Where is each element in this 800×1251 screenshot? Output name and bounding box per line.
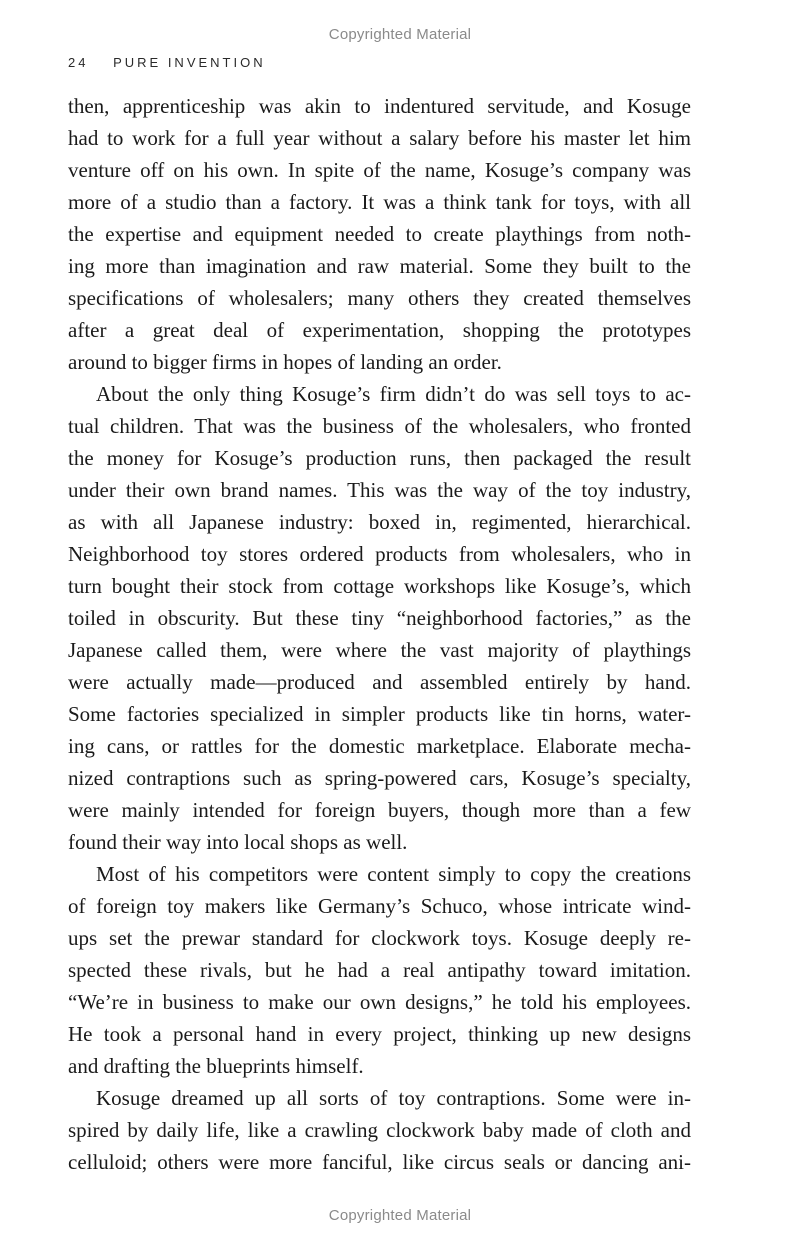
text-line: as with all Japanese industry: boxed in, regimented, hierarchical.: [68, 510, 691, 534]
text-line: turn bought their stock from cottage workshops like Kosuge’s, which: [68, 574, 691, 598]
text-line: then, apprenticeship was akin to indentured servitude, and Kosuge: [68, 94, 691, 118]
text-line: specifications of wholesalers; many others they created themselves: [68, 286, 691, 310]
text-line: celluloid; others were more fanciful, like circus seals or dancing ani-: [68, 1150, 691, 1174]
text-line: had to work for a full year without a salary before his master let him: [68, 126, 691, 150]
page-number: 24: [68, 55, 89, 70]
text-line: were actually made—produced and assembled entirely by hand.: [68, 670, 691, 694]
text-line: the expertise and equipment needed to create playthings from noth-: [68, 222, 691, 246]
text-line: Kosuge dreamed up all sorts of toy contraptions. Some were in-: [96, 1086, 691, 1110]
copyright-watermark-top: Copyrighted Material: [328, 26, 472, 43]
body-text: [68, 90, 691, 1178]
text-line: the money for Kosuge’s production runs, then packaged the result: [68, 446, 691, 470]
text-line: spired by daily life, like a crawling clockwork baby made of cloth and: [68, 1118, 691, 1142]
text-line: Some factories specialized in simpler products like tin horns, water-: [68, 702, 691, 726]
text-line: About the only thing Kosuge’s firm didn’t do was sell toys to ac-: [96, 382, 691, 406]
text-line: He took a personal hand in every project, thinking up new designs: [68, 1022, 691, 1046]
book-title: PURE INVENTION: [113, 55, 266, 70]
text-line: ing more than imagination and raw material. Some they built to the: [68, 254, 691, 278]
copyright-watermark-bottom: Copyrighted Material: [328, 1207, 472, 1224]
text-line: around to bigger firms in hopes of landing an order.: [68, 350, 502, 374]
text-line: found their way into local shops as well.: [68, 830, 408, 854]
running-head: [68, 55, 266, 70]
paragraph: [68, 858, 691, 1082]
text-line: more of a studio than a factory. It was a think tank for toys, with all: [68, 190, 691, 214]
text-line: nized contraptions such as spring-powered cars, Kosuge’s specialty,: [68, 766, 691, 790]
text-line: venture off on his own. In spite of the name, Kosuge’s company was: [68, 158, 691, 182]
text-line: spected these rivals, but he had a real antipathy toward imitation.: [68, 958, 691, 982]
text-line: tual children. That was the business of the wholesalers, who fronted: [68, 414, 691, 438]
text-line: were mainly intended for foreign buyers, though more than a few: [68, 798, 691, 822]
text-line: “We’re in business to make our own designs,” he told his employees.: [68, 990, 691, 1014]
text-line: Japanese called them, were where the vast majority of playthings: [68, 638, 691, 662]
text-line: ups set the prewar standard for clockwork toys. Kosuge deeply re-: [68, 926, 691, 950]
text-line: ing cans, or rattles for the domestic marketplace. Elaborate mecha-: [68, 734, 691, 758]
text-line: of foreign toy makers like Germany’s Schuco, whose intricate wind-: [68, 894, 691, 918]
text-line: under their own brand names. This was the way of the toy industry,: [68, 478, 691, 502]
text-line: after a great deal of experimentation, shopping the prototypes: [68, 318, 691, 342]
paragraph: [68, 1082, 691, 1178]
text-line: Most of his competitors were content simply to copy the creations: [96, 862, 691, 886]
text-line: toiled in obscurity. But these tiny “neighborhood factories,” as the: [68, 606, 691, 630]
paragraph: [68, 378, 691, 858]
text-line: and drafting the blueprints himself.: [68, 1054, 364, 1078]
text-line: Neighborhood toy stores ordered products from wholesalers, who in: [68, 542, 691, 566]
paragraph: [68, 90, 691, 378]
